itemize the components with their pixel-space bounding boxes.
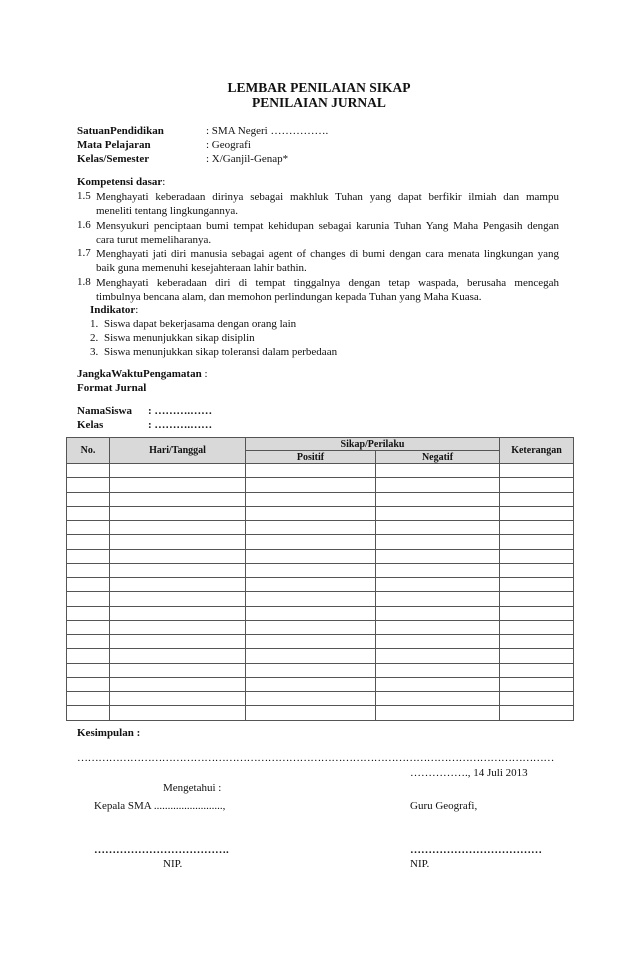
student-value: : ……….…… bbox=[148, 419, 213, 431]
student-value: : ……….…… bbox=[148, 405, 213, 417]
table-cell[interactable] bbox=[110, 492, 246, 506]
table-cell[interactable] bbox=[246, 535, 376, 549]
table-cell[interactable] bbox=[67, 692, 110, 706]
table-cell[interactable] bbox=[376, 578, 500, 592]
identity-value: : X/Ganjil-Genap* bbox=[206, 153, 289, 165]
table-cell[interactable] bbox=[110, 592, 246, 606]
table-cell[interactable] bbox=[500, 578, 574, 592]
table-cell[interactable] bbox=[246, 649, 376, 663]
table-cell[interactable] bbox=[246, 635, 376, 649]
table-cell[interactable] bbox=[110, 620, 246, 634]
table-row bbox=[67, 478, 574, 492]
table-cell[interactable] bbox=[67, 535, 110, 549]
table-cell[interactable] bbox=[67, 620, 110, 634]
table-cell[interactable] bbox=[246, 506, 376, 520]
kepala-sma-nip: NIP. bbox=[163, 858, 183, 870]
guru-geografi-name-line: ……………………………… bbox=[410, 844, 542, 856]
doc-subtitle: PENILAIAN JURNAL bbox=[252, 95, 386, 110]
table-row bbox=[67, 677, 574, 691]
table-cell[interactable] bbox=[500, 521, 574, 535]
doc-title: LEMBAR PENILAIAN SIKAP bbox=[227, 80, 411, 95]
table-cell[interactable] bbox=[246, 549, 376, 563]
table-cell[interactable] bbox=[110, 706, 246, 720]
table-cell[interactable] bbox=[500, 692, 574, 706]
format-label: Format Jurnal bbox=[77, 382, 147, 394]
table-cell[interactable] bbox=[500, 677, 574, 691]
table-row bbox=[67, 492, 574, 506]
indikator-text: Siswa dapat bekerjasama dengan orang lain bbox=[104, 318, 297, 330]
table-cell[interactable] bbox=[110, 478, 246, 492]
table-cell[interactable] bbox=[67, 478, 110, 492]
table-row bbox=[67, 549, 574, 563]
table-cell[interactable] bbox=[110, 649, 246, 663]
table-row bbox=[67, 563, 574, 577]
table-cell[interactable] bbox=[500, 478, 574, 492]
table-cell[interactable] bbox=[500, 592, 574, 606]
table-cell[interactable] bbox=[246, 478, 376, 492]
table-cell[interactable] bbox=[67, 649, 110, 663]
table-cell[interactable] bbox=[376, 620, 500, 634]
table-cell[interactable] bbox=[376, 592, 500, 606]
guru-geografi-nip: NIP. bbox=[410, 858, 430, 870]
table-row bbox=[67, 592, 574, 606]
table-cell[interactable] bbox=[376, 521, 500, 535]
table-cell[interactable] bbox=[67, 563, 110, 577]
identity-value: : SMA Negeri ……………. bbox=[206, 125, 329, 137]
table-cell[interactable] bbox=[500, 549, 574, 563]
table-cell[interactable] bbox=[67, 492, 110, 506]
table-cell[interactable] bbox=[67, 549, 110, 563]
header-hari-tanggal: Hari/Tanggal bbox=[110, 438, 246, 464]
table-cell[interactable] bbox=[246, 592, 376, 606]
journal-table-body bbox=[67, 464, 574, 721]
table-cell[interactable] bbox=[67, 606, 110, 620]
table-cell[interactable] bbox=[500, 492, 574, 506]
table-row bbox=[67, 521, 574, 535]
kd-number: 1.8 bbox=[77, 276, 91, 288]
kd-number: 1.7 bbox=[77, 247, 91, 259]
table-cell[interactable] bbox=[110, 663, 246, 677]
indikator-number: 3. bbox=[90, 346, 99, 358]
indikator-heading: Indikator: bbox=[90, 304, 139, 316]
kesimpulan-dots: ……………………………………………………………………………………………………………………… bbox=[77, 752, 555, 764]
table-cell[interactable] bbox=[246, 663, 376, 677]
identity-value: : Geografi bbox=[206, 139, 251, 151]
table-cell[interactable] bbox=[376, 606, 500, 620]
kepala-sma-name-line: ………………………………. bbox=[94, 844, 229, 856]
table-cell[interactable] bbox=[110, 549, 246, 563]
table-cell[interactable] bbox=[246, 563, 376, 577]
table-cell[interactable] bbox=[376, 535, 500, 549]
kd-text: Menghayati keberadaan diri di tempat tinggalnya dengan tetap waspada, berusaha mencegah timbulnya bencana alam, dan memohon perlindungan kepada Tuhan yang Maha Kuasa. bbox=[96, 277, 559, 304]
table-cell[interactable] bbox=[376, 549, 500, 563]
guru-geografi-title: Guru Geografi, bbox=[410, 800, 478, 812]
table-cell[interactable] bbox=[376, 677, 500, 691]
student-label: Kelas bbox=[77, 419, 104, 431]
table-cell[interactable] bbox=[500, 606, 574, 620]
table-cell[interactable] bbox=[376, 635, 500, 649]
identity-label: Mata Pelajaran bbox=[77, 139, 151, 151]
table-row bbox=[67, 606, 574, 620]
table-row bbox=[67, 620, 574, 634]
table-row bbox=[67, 635, 574, 649]
table-cell[interactable] bbox=[500, 506, 574, 520]
table-cell[interactable] bbox=[500, 563, 574, 577]
kepala-sma-title: Kepala SMA ........................., bbox=[94, 800, 226, 812]
table-cell[interactable] bbox=[110, 535, 246, 549]
table-row bbox=[67, 506, 574, 520]
table-cell[interactable] bbox=[67, 578, 110, 592]
header-positif: Positif bbox=[246, 451, 376, 464]
table-row bbox=[67, 464, 574, 478]
table-row bbox=[67, 649, 574, 663]
table-row bbox=[67, 578, 574, 592]
table-cell[interactable] bbox=[376, 649, 500, 663]
kd-number: 1.5 bbox=[77, 190, 91, 202]
table-cell[interactable] bbox=[110, 506, 246, 520]
table-cell[interactable] bbox=[67, 521, 110, 535]
table-cell[interactable] bbox=[67, 663, 110, 677]
table-cell[interactable] bbox=[110, 521, 246, 535]
table-row bbox=[67, 535, 574, 549]
table-cell[interactable] bbox=[110, 677, 246, 691]
table-row bbox=[67, 706, 574, 720]
header-no: No. bbox=[67, 438, 110, 464]
table-cell[interactable] bbox=[110, 606, 246, 620]
kesimpulan-label: Kesimpulan : bbox=[77, 727, 141, 739]
table-cell[interactable] bbox=[376, 563, 500, 577]
table-cell[interactable] bbox=[376, 506, 500, 520]
indikator-text: Siswa menunjukkan sikap disiplin bbox=[104, 332, 255, 344]
table-cell[interactable] bbox=[376, 663, 500, 677]
table-cell[interactable] bbox=[246, 606, 376, 620]
table-row bbox=[67, 692, 574, 706]
table-cell[interactable] bbox=[376, 492, 500, 506]
identity-label: SatuanPendidikan bbox=[77, 125, 164, 137]
table-cell[interactable] bbox=[110, 635, 246, 649]
kd-text: Menghayati jati diri manusia sebagai agent of changes di bumi dengan cara menata lingkungan yang baik guna memenuhi kesejahteraan lahir bathin. bbox=[96, 248, 559, 275]
header-sikap-perilaku: Sikap/Perilaku bbox=[246, 438, 500, 451]
table-cell[interactable] bbox=[246, 620, 376, 634]
table-cell[interactable] bbox=[246, 677, 376, 691]
table-cell[interactable] bbox=[246, 692, 376, 706]
table-cell[interactable] bbox=[246, 521, 376, 535]
table-cell[interactable] bbox=[110, 578, 246, 592]
table-cell[interactable] bbox=[67, 464, 110, 478]
indikator-number: 2. bbox=[90, 332, 99, 344]
table-cell[interactable] bbox=[500, 706, 574, 720]
table-cell[interactable] bbox=[110, 692, 246, 706]
header-negatif: Negatif bbox=[376, 451, 500, 464]
student-label: NamaSiswa bbox=[77, 405, 133, 417]
table-cell[interactable] bbox=[110, 563, 246, 577]
mengetahui-label: Mengetahui : bbox=[163, 782, 222, 794]
table-row bbox=[67, 663, 574, 677]
table-cell[interactable] bbox=[500, 620, 574, 634]
table-cell[interactable] bbox=[376, 478, 500, 492]
table-cell[interactable] bbox=[500, 464, 574, 478]
table-cell[interactable] bbox=[500, 635, 574, 649]
table-cell[interactable] bbox=[376, 464, 500, 478]
jangka-waktu-line: JangkaWaktuPengamatan : bbox=[77, 368, 208, 380]
header-keterangan: Keterangan bbox=[500, 438, 574, 464]
kd-text: Mensyukuri penciptaan bumi tempat kehidupan sebagai karunia Tuhan Yang Maha Pengasih dengan cara turut memeliharanya. bbox=[96, 220, 559, 247]
table-cell[interactable] bbox=[376, 706, 500, 720]
kd-text: Menghayati keberadaan dirinya sebagai makhluk Tuhan yang dapat berfikir ilmiah dan mampu meneliti tentang lingkungannya. bbox=[96, 191, 559, 218]
kompetensi-heading: Kompetensi dasar: bbox=[77, 176, 166, 188]
table-cell[interactable] bbox=[67, 635, 110, 649]
table-cell[interactable] bbox=[67, 506, 110, 520]
indikator-number: 1. bbox=[90, 318, 99, 330]
table-cell[interactable] bbox=[67, 592, 110, 606]
identity-label: Kelas/Semester bbox=[77, 153, 150, 165]
table-cell[interactable] bbox=[246, 578, 376, 592]
table-cell[interactable] bbox=[67, 677, 110, 691]
table-cell[interactable] bbox=[246, 706, 376, 720]
table-cell[interactable] bbox=[376, 692, 500, 706]
table-cell[interactable] bbox=[67, 706, 110, 720]
signature-date: ……………., 14 Juli 2013 bbox=[410, 767, 528, 779]
table-cell[interactable] bbox=[246, 464, 376, 478]
kd-number: 1.6 bbox=[77, 219, 91, 231]
table-cell[interactable] bbox=[110, 464, 246, 478]
table-cell[interactable] bbox=[246, 492, 376, 506]
indikator-text: Siswa menunjukkan sikap toleransi dalam perbedaan bbox=[104, 346, 338, 358]
journal-table bbox=[66, 437, 574, 721]
table-cell[interactable] bbox=[500, 535, 574, 549]
table-cell[interactable] bbox=[500, 663, 574, 677]
table-cell[interactable] bbox=[500, 649, 574, 663]
